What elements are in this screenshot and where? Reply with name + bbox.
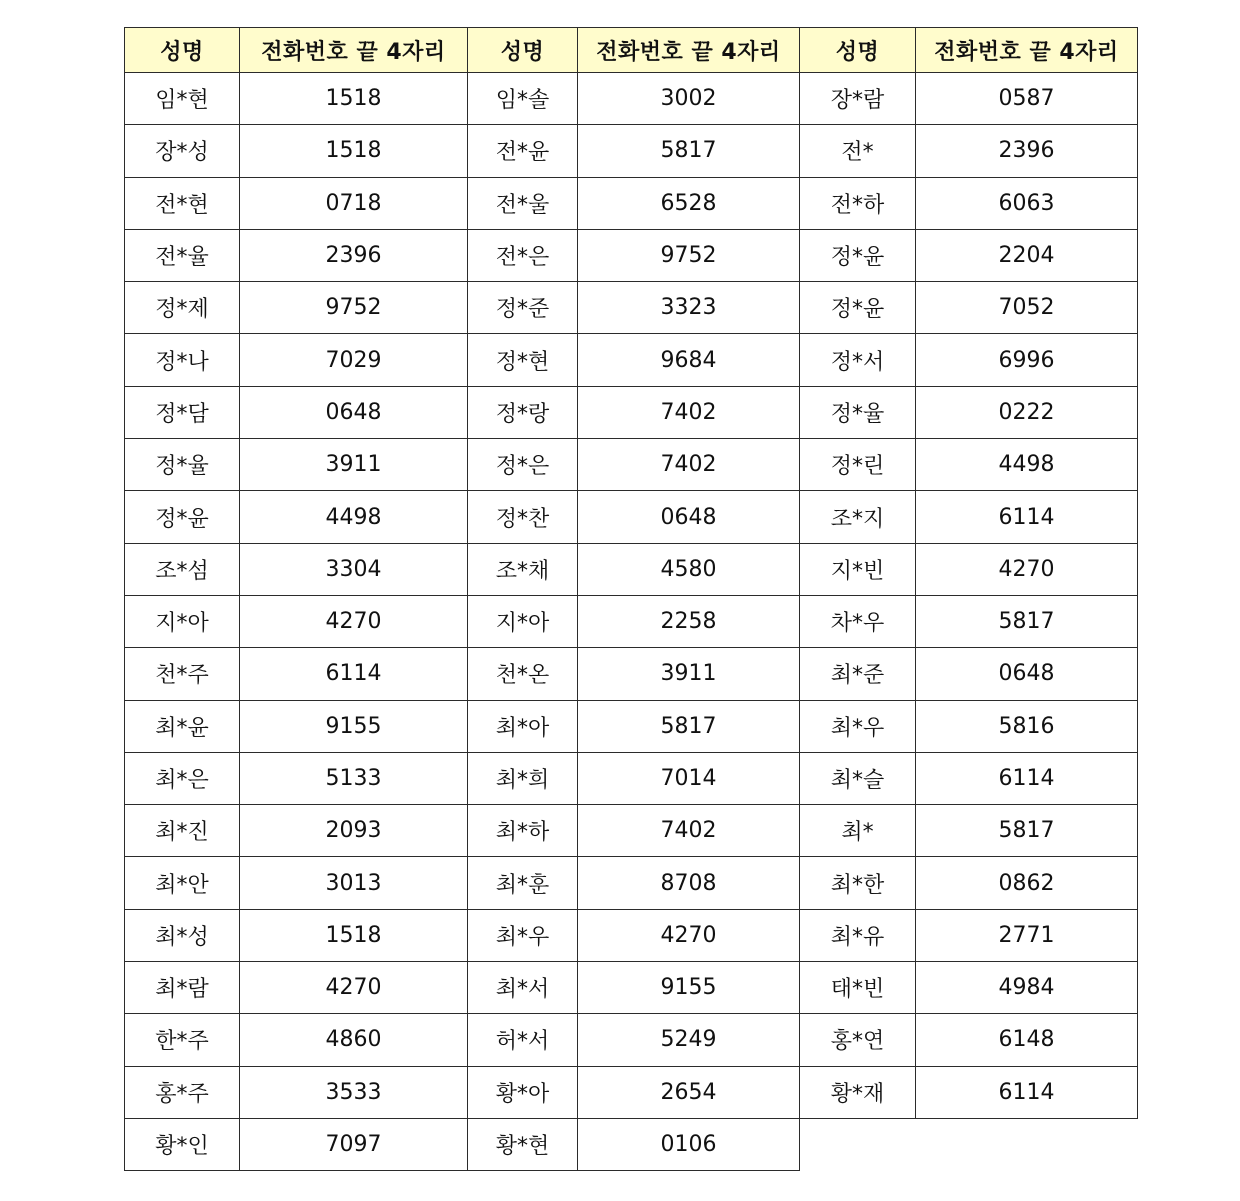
header-name-1: 성명: [124, 27, 240, 73]
phone-cell: 7402: [578, 439, 800, 491]
name-cell: 최*은: [124, 753, 240, 805]
name-cell: 최*아: [468, 701, 578, 753]
table-row: [124, 230, 1140, 282]
phone-cell: 4498: [240, 491, 468, 543]
phone-cell: 6528: [578, 178, 800, 230]
table-row: [124, 596, 1140, 648]
phone-cell: 6114: [916, 753, 1138, 805]
phone-cell: 6114: [916, 1067, 1138, 1119]
phone-cell: [916, 1119, 1138, 1171]
name-cell: 최*희: [468, 753, 578, 805]
name-cell: 전*울: [468, 178, 578, 230]
table-row: [124, 544, 1140, 596]
phone-cell: 3013: [240, 857, 468, 909]
name-cell: 전*율: [124, 230, 240, 282]
name-cell: 한*주: [124, 1014, 240, 1066]
phone-cell: 7014: [578, 753, 800, 805]
name-cell: 정*제: [124, 282, 240, 334]
name-cell: 정*준: [468, 282, 578, 334]
phone-cell: 5817: [916, 596, 1138, 648]
table-row: [124, 701, 1140, 753]
phone-cell: 4270: [240, 596, 468, 648]
phone-cell: 0648: [578, 491, 800, 543]
table-row: [124, 491, 1140, 543]
phone-cell: 0718: [240, 178, 468, 230]
header-phone-2: 전화번호 끝 4자리: [578, 27, 800, 73]
table-row: [124, 753, 1140, 805]
table-row: [124, 1067, 1140, 1119]
phone-cell: 2396: [240, 230, 468, 282]
name-cell: 정*서: [800, 334, 916, 386]
name-cell: 정*담: [124, 387, 240, 439]
table-row: [124, 334, 1140, 386]
phone-cell: 0648: [916, 648, 1138, 700]
name-cell: 최*성: [124, 910, 240, 962]
phone-cell: 6148: [916, 1014, 1138, 1066]
phone-cell: 6114: [240, 648, 468, 700]
phone-cell: 2204: [916, 230, 1138, 282]
table-header-row: [124, 27, 1140, 73]
name-cell: 전*은: [468, 230, 578, 282]
phone-cell: 5817: [916, 805, 1138, 857]
phone-cell: 5816: [916, 701, 1138, 753]
name-cell: 지*아: [468, 596, 578, 648]
name-cell: 조*채: [468, 544, 578, 596]
name-cell: 최*진: [124, 805, 240, 857]
name-cell: 임*솔: [468, 73, 578, 125]
name-cell: 최*슬: [800, 753, 916, 805]
name-cell: 황*인: [124, 1119, 240, 1171]
name-cell: 황*현: [468, 1119, 578, 1171]
phone-cell: 7097: [240, 1119, 468, 1171]
phone-cell: 3911: [578, 648, 800, 700]
phone-cell: 7029: [240, 334, 468, 386]
phone-cell: 5249: [578, 1014, 800, 1066]
name-cell: 최*우: [800, 701, 916, 753]
table-row: [124, 125, 1140, 177]
phone-cell: 4860: [240, 1014, 468, 1066]
phone-cell: 0587: [916, 73, 1138, 125]
phone-cell: 3323: [578, 282, 800, 334]
phone-cell: 0648: [240, 387, 468, 439]
name-cell: 장*람: [800, 73, 916, 125]
name-cell: 최*서: [468, 962, 578, 1014]
header-name-3: 성명: [800, 27, 916, 73]
name-cell: 차*우: [800, 596, 916, 648]
table-row: [124, 73, 1140, 125]
name-cell: 정*윤: [800, 282, 916, 334]
name-cell: 최*우: [468, 910, 578, 962]
phone-cell: 6114: [916, 491, 1138, 543]
name-cell: 전*현: [124, 178, 240, 230]
header-phone-1: 전화번호 끝 4자리: [240, 27, 468, 73]
table-row: [124, 910, 1140, 962]
phone-cell: 4270: [578, 910, 800, 962]
name-cell: 정*윤: [800, 230, 916, 282]
phone-cell: 9155: [240, 701, 468, 753]
table-row: [124, 648, 1140, 700]
phone-cell: 4270: [916, 544, 1138, 596]
name-cell: 천*주: [124, 648, 240, 700]
name-cell: 태*빈: [800, 962, 916, 1014]
phone-cell: 1518: [240, 910, 468, 962]
phone-cell: 2093: [240, 805, 468, 857]
name-cell: 최*람: [124, 962, 240, 1014]
phone-cell: 9684: [578, 334, 800, 386]
phone-cell: 0222: [916, 387, 1138, 439]
phone-cell: 5133: [240, 753, 468, 805]
name-cell: 최*안: [124, 857, 240, 909]
name-cell: 지*빈: [800, 544, 916, 596]
phone-cell: 2396: [916, 125, 1138, 177]
name-cell: [800, 1119, 916, 1171]
name-cell: 최*유: [800, 910, 916, 962]
phone-cell: 1518: [240, 73, 468, 125]
name-cell: 정*율: [124, 439, 240, 491]
phone-cell: 3304: [240, 544, 468, 596]
name-cell: 조*섬: [124, 544, 240, 596]
phone-cell: 4498: [916, 439, 1138, 491]
name-cell: 최*하: [468, 805, 578, 857]
name-cell: 전*윤: [468, 125, 578, 177]
table-row: [124, 439, 1140, 491]
name-cell: 정*찬: [468, 491, 578, 543]
name-cell: 조*지: [800, 491, 916, 543]
table-row: [124, 178, 1140, 230]
phone-cell: 7402: [578, 387, 800, 439]
name-cell: 천*온: [468, 648, 578, 700]
phone-cell: 1518: [240, 125, 468, 177]
name-cell: 허*서: [468, 1014, 578, 1066]
phone-cell: 6063: [916, 178, 1138, 230]
name-cell: 황*재: [800, 1067, 916, 1119]
name-cell: 정*나: [124, 334, 240, 386]
phone-cell: 3911: [240, 439, 468, 491]
table-row: [124, 1119, 1140, 1171]
table-row: [124, 962, 1140, 1014]
name-cell: 황*아: [468, 1067, 578, 1119]
table-row: [124, 282, 1140, 334]
table-body: [124, 73, 1140, 1171]
name-cell: 홍*연: [800, 1014, 916, 1066]
name-cell: 정*율: [800, 387, 916, 439]
name-cell: 장*성: [124, 125, 240, 177]
name-cell: 지*아: [124, 596, 240, 648]
name-cell: 최*: [800, 805, 916, 857]
name-cell: 홍*주: [124, 1067, 240, 1119]
contact-table: [124, 27, 1140, 1171]
name-cell: 임*현: [124, 73, 240, 125]
name-cell: 정*랑: [468, 387, 578, 439]
phone-cell: 3002: [578, 73, 800, 125]
phone-cell: 7052: [916, 282, 1138, 334]
name-cell: 전*: [800, 125, 916, 177]
name-cell: 정*윤: [124, 491, 240, 543]
phone-cell: 7402: [578, 805, 800, 857]
name-cell: 정*은: [468, 439, 578, 491]
name-cell: 최*훈: [468, 857, 578, 909]
table-row: [124, 805, 1140, 857]
table-row: [124, 857, 1140, 909]
name-cell: 최*윤: [124, 701, 240, 753]
phone-cell: 9155: [578, 962, 800, 1014]
name-cell: 전*하: [800, 178, 916, 230]
phone-cell: 9752: [578, 230, 800, 282]
phone-cell: 6996: [916, 334, 1138, 386]
phone-cell: 9752: [240, 282, 468, 334]
phone-cell: 5817: [578, 125, 800, 177]
phone-cell: 2258: [578, 596, 800, 648]
phone-cell: 2771: [916, 910, 1138, 962]
phone-cell: 8708: [578, 857, 800, 909]
phone-cell: 4984: [916, 962, 1138, 1014]
name-cell: 정*린: [800, 439, 916, 491]
table-row: [124, 387, 1140, 439]
phone-cell: 4580: [578, 544, 800, 596]
header-phone-3: 전화번호 끝 4자리: [916, 27, 1138, 73]
name-cell: 최*준: [800, 648, 916, 700]
header-name-2: 성명: [468, 27, 578, 73]
phone-cell: 2654: [578, 1067, 800, 1119]
phone-cell: 4270: [240, 962, 468, 1014]
name-cell: 정*현: [468, 334, 578, 386]
name-cell: 최*한: [800, 857, 916, 909]
phone-cell: 5817: [578, 701, 800, 753]
phone-cell: 0862: [916, 857, 1138, 909]
table-row: [124, 1014, 1140, 1066]
phone-cell: 3533: [240, 1067, 468, 1119]
phone-cell: 0106: [578, 1119, 800, 1171]
